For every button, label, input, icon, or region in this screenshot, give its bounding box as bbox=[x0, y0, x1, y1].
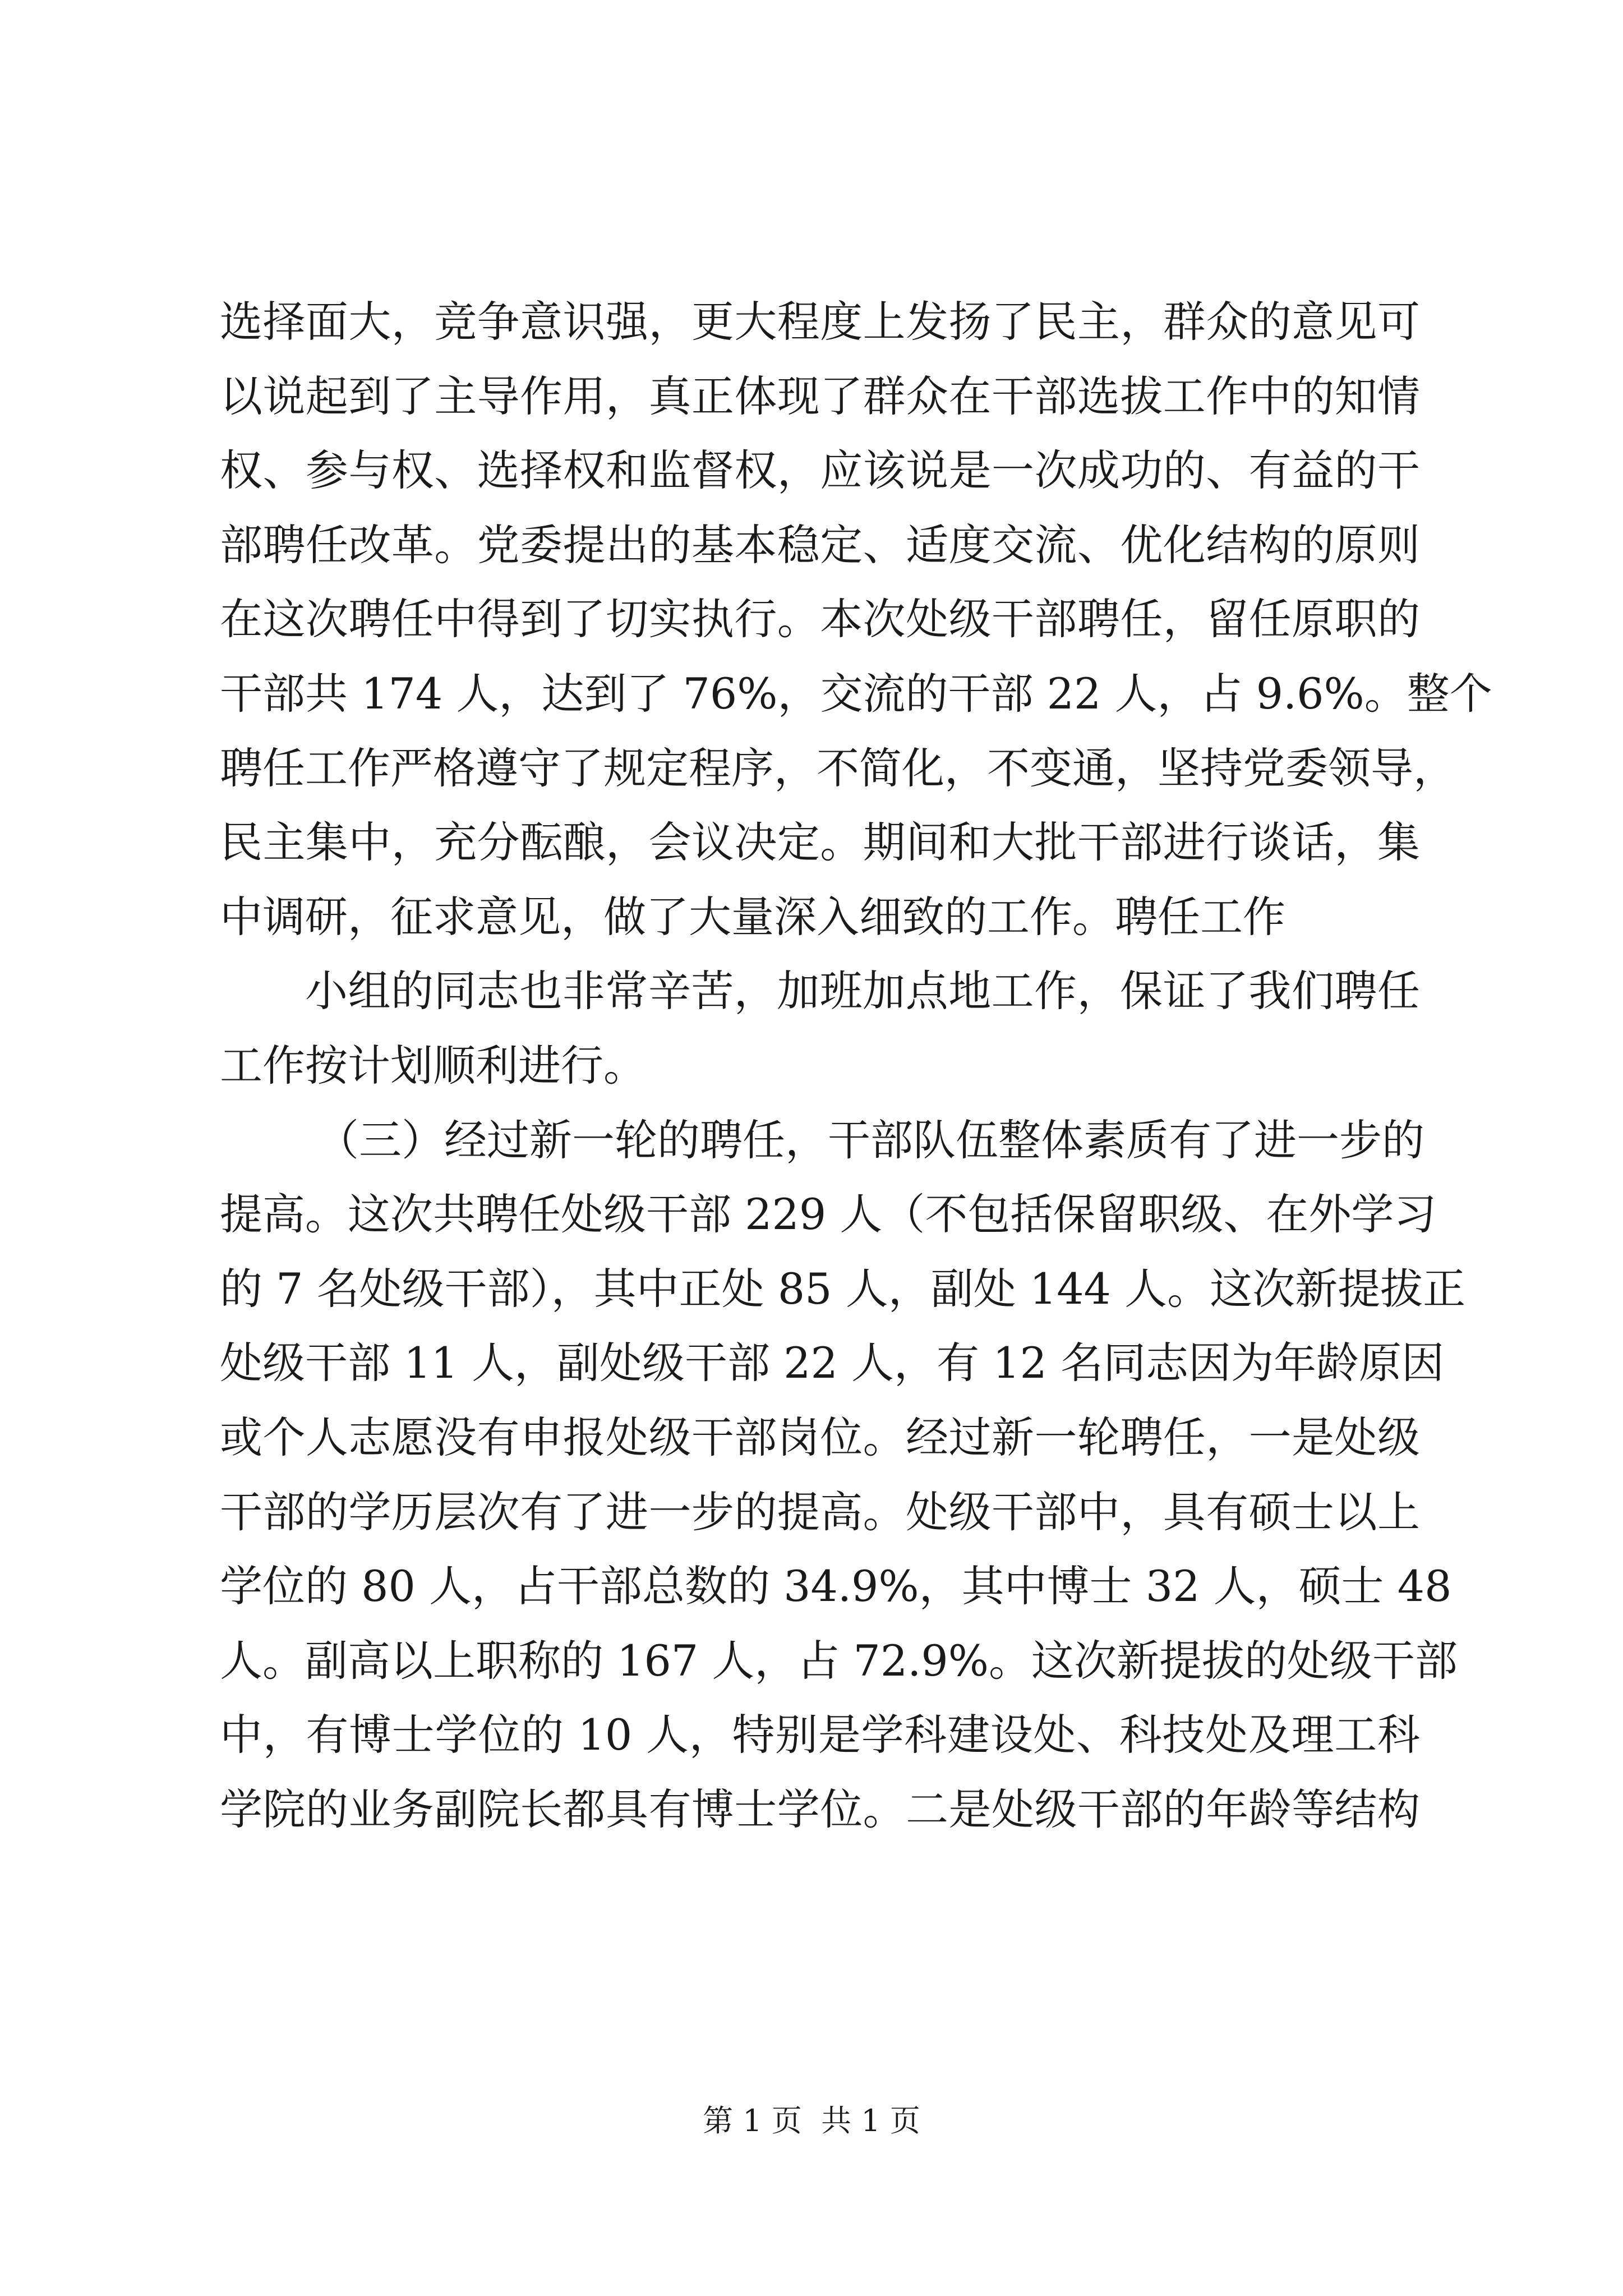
text-line-7: 聘任工作严格遵守了规定程序，不简化，不变通，坚持党委领导， bbox=[220, 743, 1456, 793]
text-line-10: 小组的同志也非常辛苦，加班加点地工作，保证了我们聘任 bbox=[305, 966, 1420, 1016]
body-text bbox=[220, 285, 1492, 1847]
text-line-11: 工作按计划顺利进行。 bbox=[220, 1040, 646, 1091]
text-line-15: 处级干部 11 人，副处级干部 22 人，有 12 名同志因为年龄原因 bbox=[220, 1338, 1445, 1388]
text-line-1: 选择面大，竞争意识强，更大程度上发扬了民主，群众的意见可 bbox=[220, 297, 1420, 347]
text-line-17: 干部的学历层次有了进一步的提高。处级干部中，具有硕士以上 bbox=[220, 1487, 1420, 1537]
text-line-3: 权、参与权、选择权和监督权，应该说是一次成功的、有益的干 bbox=[220, 445, 1420, 496]
text-line-20: 中，有博士学位的 10 人，特别是学科建设处、科技处及理工科 bbox=[220, 1710, 1420, 1760]
text-line-19: 人。副高以上职称的 167 人，占 72.9%。这次新提拔的处级干部 bbox=[220, 1635, 1458, 1686]
text-line-14: 的 7 名处级干部），其中正处 85 人，副处 144 人。这次新提拔正 bbox=[220, 1263, 1466, 1314]
text-line-5: 在这次聘任中得到了切实执行。本次处级干部聘任，留任原职的 bbox=[220, 594, 1420, 645]
text-line-8: 民主集中，充分酝酿，会议决定。期间和大批干部进行谈话，集 bbox=[220, 817, 1420, 868]
text-line-12: （三）经过新一轮的聘任，干部队伍整体素质有了进一步的 bbox=[316, 1115, 1424, 1165]
text-line-6: 干部共 174 人，达到了 76%，交流的干部 22 人，占 9.6%。整个 bbox=[220, 668, 1492, 719]
text-line-16: 或个人志愿没有申报处级干部岗位。经过新一轮聘任，一是处级 bbox=[220, 1412, 1420, 1462]
page-footer: 第 1 页 共 1 页 bbox=[703, 2103, 920, 2138]
text-line-9: 中调研，征求意见，做了大量深入细致的工作。聘任工作 bbox=[220, 891, 1285, 942]
text-line-13: 提高。这次共聘任处级干部 229 人（不包括保留职级、在外学习 bbox=[220, 1189, 1437, 1240]
text-line-4: 部聘任改革。党委提出的基本稳定、适度交流、优化结构的原则 bbox=[220, 519, 1420, 570]
text-line-21: 学院的业务副院长都具有博士学位。二是处级干部的年龄等结构 bbox=[220, 1784, 1420, 1834]
text-line-18: 学位的 80 人，占干部总数的 34.9%，其中博士 32 人，硕士 48 bbox=[220, 1561, 1452, 1612]
text-line-2: 以说起到了主导作用，真正体现了群众在干部选拔工作中的知情 bbox=[220, 371, 1420, 421]
